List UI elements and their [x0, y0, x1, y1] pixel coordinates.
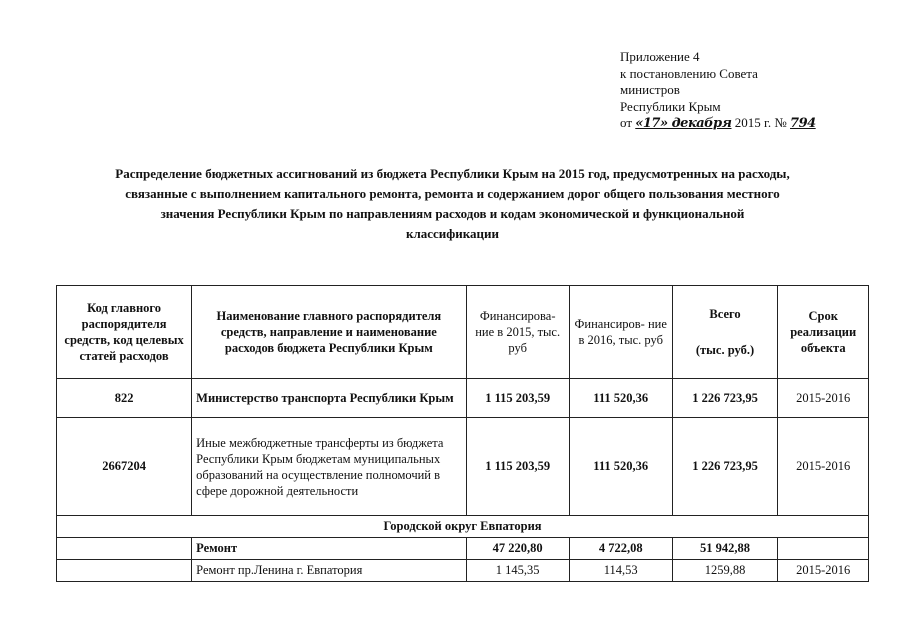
cell-total: 1 226 723,95 — [672, 379, 778, 418]
cell-name: Ремонт пр.Ленина г. Евпатория — [192, 560, 466, 582]
cell-fin2015: 1 145,35 — [466, 560, 569, 582]
header-total-bottom: (тыс. руб.) — [695, 343, 755, 357]
cell-fin2016: 111 520,36 — [569, 418, 672, 516]
appendix-line: министров — [620, 82, 680, 97]
title-line: Распределение бюджетных ассигнований из бюджета Республики Крым на 2015 год, предусмотренных на расходы, — [115, 166, 790, 181]
title-line: классификации — [405, 226, 500, 241]
cell-total: 51 942,88 — [672, 538, 778, 560]
cell-term — [778, 538, 869, 560]
cell-fin2016: 4 722,08 — [569, 538, 672, 560]
year-label: 2015 г. № — [734, 115, 787, 130]
header-code: Код главного распорядителя средств, код целевых статей расходов — [57, 286, 192, 379]
cell-name: Иные межбюджетные трансферты из бюджета Республики Крым бюджетам муниципальных образований на осуществление полномочий в сфере дорожной деятельности — [192, 418, 466, 516]
header-fin2016: Финансиров- ние в 2016, тыс. руб — [569, 286, 672, 379]
title-line: связанные с выполнением капитального ремонта, ремонта и содержанием дорог общего пользования местного — [125, 186, 780, 201]
handwritten-number: 794 — [790, 116, 816, 131]
cell-code: 822 — [57, 379, 192, 418]
cell-fin2016: 114,53 — [569, 560, 672, 582]
section-title: Городской округ Евпатория — [57, 516, 869, 538]
table-row — [57, 379, 869, 418]
table-row — [57, 538, 869, 560]
header-term: Срок реализации объекта — [778, 286, 869, 379]
appendix-line: Приложение 4 — [620, 49, 700, 64]
cell-fin2015: 1 115 203,59 — [466, 418, 569, 516]
budget-table — [56, 285, 869, 582]
table-row — [57, 560, 869, 582]
date-prefix: от — [620, 115, 633, 130]
cell-fin2015: 47 220,80 — [466, 538, 569, 560]
title-line: значения Республики Крым по направлениям расходов и кодам экономической и функциональной — [160, 206, 745, 221]
table-row — [57, 418, 869, 516]
cell-fin2015: 1 115 203,59 — [466, 379, 569, 418]
cell-code — [57, 538, 192, 560]
appendix-block — [620, 49, 816, 133]
cell-term: 2015-2016 — [778, 560, 869, 582]
cell-total: 1 226 723,95 — [672, 418, 778, 516]
cell-code — [57, 560, 192, 582]
cell-name: Ремонт — [192, 538, 466, 560]
table-header-row — [57, 286, 869, 379]
cell-code: 2667204 — [57, 418, 192, 516]
cell-fin2016: 111 520,36 — [569, 379, 672, 418]
appendix-line: Республики Крым — [620, 98, 721, 114]
section-row — [57, 516, 869, 538]
appendix-date-line — [620, 115, 816, 133]
header-fin2015: Финансирова- ние в 2015, тыс. руб — [466, 286, 569, 379]
document-title — [40, 164, 865, 244]
header-total — [672, 286, 778, 379]
cell-term: 2015-2016 — [778, 379, 869, 418]
header-name: Наименование главного распорядителя средств, направление и наименование расходов бюджета Республики Крым — [192, 286, 466, 379]
appendix-line: к постановлению Совета — [620, 65, 758, 81]
header-total-top: Всего — [709, 307, 741, 321]
cell-term: 2015-2016 — [778, 418, 869, 516]
handwritten-date: «17» декабря — [635, 116, 732, 131]
cell-total: 1259,88 — [672, 560, 778, 582]
cell-name: Министерство транспорта Республики Крым — [192, 379, 466, 418]
